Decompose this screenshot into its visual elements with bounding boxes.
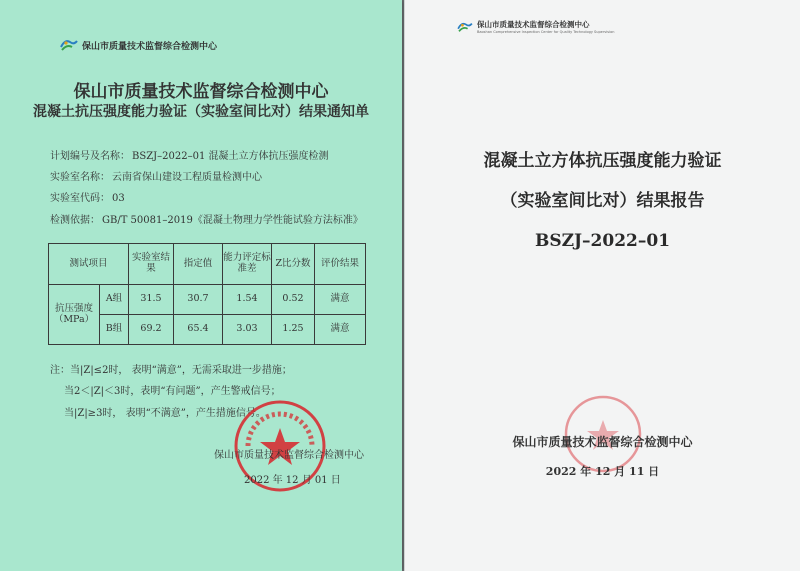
basis-line (50, 211, 365, 226)
result-table (48, 243, 366, 345)
cover-signature-org: 保山市质量技术监督综合检测中心 (512, 435, 693, 449)
note-line-2: 当2＜|Z|＜3时，表明“有问题”，产生警戒信号； (64, 386, 281, 397)
col-header-assigned: 指定值 (174, 244, 223, 285)
notice-signature-org: 保山市质量技术监督综合检测中心 (214, 450, 364, 461)
notice-logo-text: 保山市质量技术监督综合检测中心 (82, 41, 218, 52)
result-cell: 31.5 (129, 285, 174, 315)
notice-signature-date: 2022 年 12 月 01 日 (244, 475, 341, 486)
plan-value: BSZJ–2022–01 混凝土立方体抗压强度检测 (132, 151, 329, 162)
group-cell: B组 (100, 315, 129, 345)
eval-cell: 满意 (315, 285, 366, 315)
assigned-cell: 30.7 (174, 285, 223, 315)
cover-signature-date: 2022 年 12 月 11 日 (545, 465, 660, 478)
basis-label: 检测依据： (50, 215, 100, 226)
col-header-item: 测试项目 (49, 244, 129, 285)
z-cell: 0.52 (272, 285, 315, 315)
result-cell: 69.2 (129, 315, 174, 345)
code-label: 实验室代码： (50, 193, 110, 204)
plan-label: 计划编号及名称： (50, 151, 130, 162)
lab-line (50, 168, 264, 183)
cover-plan-code: BSZJ–2022–01 (534, 231, 671, 251)
cover-logo (457, 19, 614, 34)
std-cell: 3.03 (223, 315, 272, 345)
cover-title-line-1: 混凝土立方体抗压强度能力验证 (483, 151, 722, 171)
item-label-cell: 抗压强度（MPa） (49, 285, 100, 345)
cover-logo-text: 保山市质量技术监督综合检测中心 (477, 20, 590, 29)
center-logo-icon (60, 38, 78, 52)
col-header-std: 能力评定标准差 (223, 244, 272, 285)
notice-org-title: 保山市质量技术监督综合检测中心 (73, 82, 329, 102)
cover-logo-subtext: Baoshan Comprehensive Inspection Center for Quality Technology Supervision (477, 30, 615, 34)
lab-label: 实验室名称： (50, 172, 110, 183)
basis-value: GB/T 50081–2019《混凝土物理力学性能试验方法标准》 (102, 215, 363, 226)
group-cell: A组 (100, 285, 129, 315)
note-line-1: 注：当|Z|≤2时， 表明“满意”，无需采取进一步措施； (50, 365, 292, 376)
std-cell: 1.54 (223, 285, 272, 315)
table-row (49, 285, 366, 315)
cover-title-line-2: （实验室间比对）结果报告 (500, 191, 705, 211)
notice-doc-title: 混凝土抗压强度能力验证（实验室间比对）结果通知单 (33, 104, 369, 120)
col-header-eval: 评价结果 (315, 244, 366, 285)
code-value: 03 (112, 193, 125, 204)
center-logo-icon (457, 21, 473, 33)
z-cell: 1.25 (272, 315, 315, 345)
eval-cell: 满意 (315, 315, 366, 345)
col-header-z: Z比分数 (272, 244, 315, 285)
notice-logo (60, 38, 217, 52)
report-cover-sheet (404, 0, 800, 571)
note-line-3: 当|Z|≥3时， 表明“不满意”，产生措施信号。 (64, 408, 266, 419)
lab-value: 云南省保山建设工程质量检测中心 (112, 172, 262, 183)
col-header-result: 实验室结果 (129, 244, 174, 285)
assigned-cell: 65.4 (174, 315, 223, 345)
result-table-header (49, 244, 366, 285)
plan-line (50, 147, 331, 162)
code-line (50, 189, 127, 204)
